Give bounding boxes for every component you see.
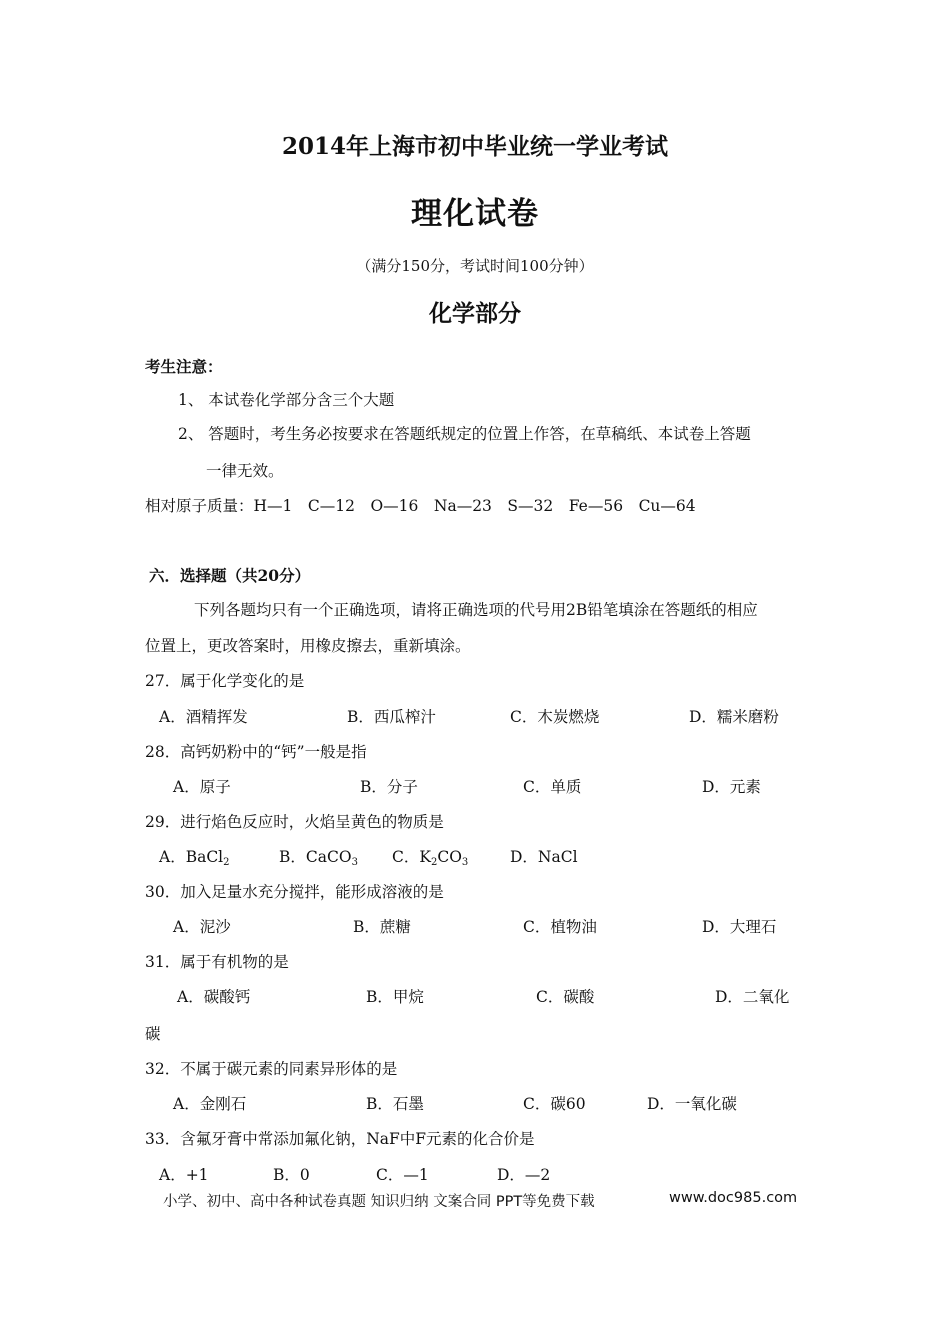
q29-option-c: C．$K_2CO_3$ xyxy=(392,848,469,868)
question-stem-33: 33．含氟牙膏中常添加氟化钠，NaF中F元素的化合价是 xyxy=(145,1130,535,1148)
q33-option-c: C．—1 xyxy=(376,1166,429,1184)
q29-option-d: D．NaCl xyxy=(510,848,578,866)
q27-option-d: D．糯米磨粉 xyxy=(689,708,779,726)
question-stem-30: 30．加入足量水充分搅拌，能形成溶液的是 xyxy=(145,883,444,901)
q29-option-b: B．CaCO$_3$ xyxy=(279,848,358,868)
q30-option-c: C．植物油 xyxy=(523,918,597,936)
q31-option-d-wrap: 碳 xyxy=(145,1025,161,1043)
part6-heading: 六．选择题（共20分） xyxy=(149,566,311,585)
exam-subtitle: （满分150分，考试时间100分钟） xyxy=(356,257,594,275)
question-stem-32: 32．不属于碳元素的同素异形体的是 xyxy=(145,1060,398,1078)
q30-option-a: A．泥沙 xyxy=(173,918,231,936)
exam-title: 2014年上海市初中毕业统一学业考试 xyxy=(281,133,668,160)
footer-text: 小学、初中、高中各种试卷真题 知识归纳 文案合同 PPT等免费下载 xyxy=(163,1194,595,1210)
question-stem-31: 31．属于有机物的是 xyxy=(145,953,289,971)
section-title: 化学部分 xyxy=(429,300,521,327)
q27-option-b: B．西瓜榨汁 xyxy=(347,708,436,726)
q27-option-a: A．酒精挥发 xyxy=(159,708,248,726)
q28-option-b: B．分子 xyxy=(360,778,418,796)
q30-option-d: D．大理石 xyxy=(702,918,777,936)
q31-option-c: C．碳酸 xyxy=(536,988,595,1006)
q28-option-c: C．单质 xyxy=(523,778,582,796)
part6-instruction: 下列各题均只有一个正确选项，请将正确选项的代号用2B铅笔填涂在答题纸的相应 xyxy=(194,601,758,619)
q31-option-b: B．甲烷 xyxy=(366,988,424,1006)
q28-option-a: A．原子 xyxy=(173,778,231,796)
q33-option-a: A．+1 xyxy=(159,1166,209,1184)
q27-option-c: C．木炭燃烧 xyxy=(510,708,600,726)
part6-instruction-cont: 位置上，更改答案时，用橡皮擦去，重新填涂。 xyxy=(145,637,471,655)
q28-option-d: D．元素 xyxy=(702,778,761,796)
footer-bar xyxy=(163,1190,798,1211)
notice-heading: 考生注意： xyxy=(145,357,223,376)
notice-item-1: 1、 本试卷化学部分含三个大题 xyxy=(178,391,395,409)
q32-option-c: C．碳60 xyxy=(523,1095,586,1113)
question-stem-27: 27．属于化学变化的是 xyxy=(145,672,305,690)
question-stem-28: 28．高钙奶粉中的“钙”一般是指 xyxy=(145,743,367,761)
notice-item-2-cont: 一律无效。 xyxy=(206,462,284,480)
q29-option-a: A．BaCl$_2$ xyxy=(159,848,230,868)
q32-option-b: B．石墨 xyxy=(366,1095,424,1113)
paper-title: 理化试卷 xyxy=(411,196,539,232)
q31-option-a: A．碳酸钙 xyxy=(177,988,251,1006)
question-stem-29: 29．进行焰色反应时，火焰呈黄色的物质是 xyxy=(145,813,444,831)
q32-option-a: A．金刚石 xyxy=(173,1095,247,1113)
q32-option-d: D．一氧化碳 xyxy=(647,1095,737,1113)
q30-option-b: B．蔗糖 xyxy=(353,918,411,936)
notice-item-2: 2、 答题时，考生务必按要求在答题纸规定的位置上作答，在草稿纸、本试卷上答题 xyxy=(178,425,751,443)
footer-url-link[interactable]: www.doc985.com xyxy=(669,1190,798,1206)
atomic-mass-line: 相对原子质量：H—1 C—12 O—16 Na—23 S—32 Fe—56 Cu—64 xyxy=(145,497,696,515)
q33-option-d: D．—2 xyxy=(497,1166,551,1184)
q31-option-d: D．二氧化 xyxy=(715,988,790,1006)
q33-option-b: B．0 xyxy=(273,1166,310,1184)
